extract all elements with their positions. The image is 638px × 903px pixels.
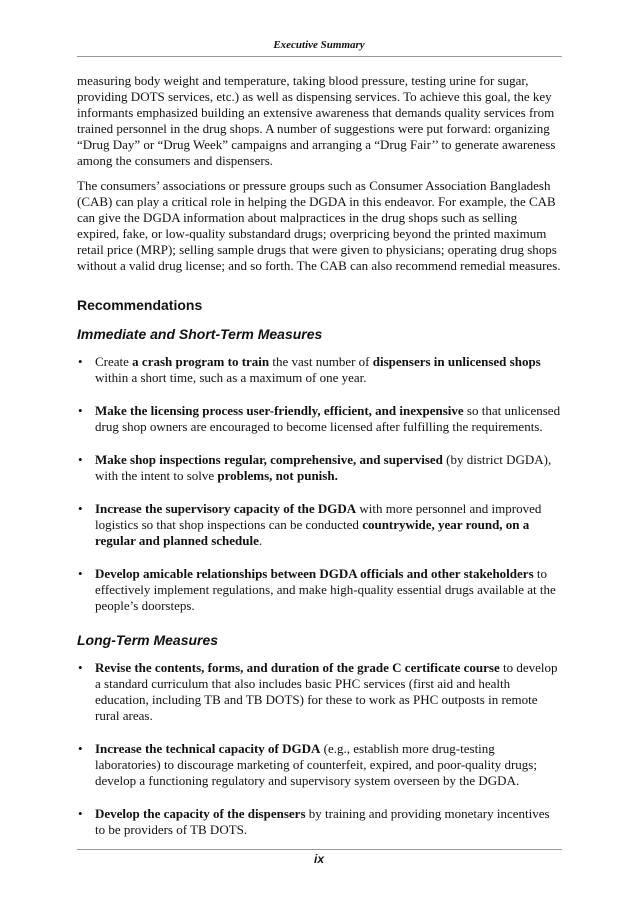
bold-run: Revise the contents, forms, and duration of the grade C certificate course (95, 660, 500, 675)
text-run: within a short time, such as a maximum of one year. (95, 370, 367, 385)
bullet-icon: • (78, 354, 83, 369)
text-run: by training and providing monetary incentives to be providers of TB DOTS. (95, 806, 550, 837)
header-rule (77, 56, 562, 57)
list-item (77, 806, 562, 838)
text-run: so that unlicensed drug shop owners are encouraged to become licensed after fulfilling the requirements. (95, 403, 561, 434)
list-item-text (95, 741, 537, 788)
bullet-icon: • (78, 452, 83, 467)
bullet-icon: • (78, 806, 83, 821)
list-item-text (95, 403, 560, 434)
bold-run: countrywide, year round, on a regular and planned schedule (95, 517, 530, 548)
list-item-text (95, 501, 541, 548)
text-run: Create (95, 354, 133, 369)
text-run: to effectively implement regulations, and make high-quality essential drugs available at the people’s doorsteps. (95, 566, 556, 613)
bold-run: Make shop inspections regular, comprehensive, and supervised (95, 452, 443, 467)
text-run: with more personnel and improved logistics so that shop inspections can be conducted (95, 501, 542, 532)
bold-run: dispensers in unlicensed shops (372, 354, 541, 369)
list-item (77, 501, 562, 549)
text-run: . (258, 533, 263, 548)
list-item-text (95, 806, 550, 837)
running-header: Executive Summary (273, 39, 365, 51)
footer-rule (77, 849, 562, 850)
bullet-icon: • (78, 660, 83, 675)
long-term-heading: Long-Term Measures (77, 632, 219, 648)
list-item (77, 660, 562, 724)
bold-run: Develop the capacity of the dispensers (95, 806, 306, 821)
short-term-heading: Immediate and Short-Term Measures (77, 326, 323, 342)
list-item-text (95, 354, 541, 385)
bold-run: Make the licensing process user-friendly, efficient, and inexpensive (95, 403, 464, 418)
short-term-list (77, 354, 562, 614)
text-run: the vast number of (269, 354, 373, 369)
list-item (77, 566, 562, 614)
bold-run: Develop amicable relationships between DGDA officials and other stakeholders (95, 566, 534, 581)
list-item (77, 354, 562, 386)
bold-run: Increase the technical capacity of DGDA (95, 741, 321, 756)
text-run: to develop a standard curriculum that also includes basic PHC services (first aid and health education, including TB and TB DOTS) for these to work as PHC outposts in remote rural areas. (95, 660, 558, 723)
page-body (77, 73, 562, 855)
list-item-text (95, 660, 558, 723)
bold-run: Increase the supervisory capacity of the DGDA (95, 501, 357, 516)
intro-paragraph-1: measuring body weight and temperature, taking blood pressure, testing urine for sugar, providing DOTS services, etc.) as well as dispensing services. To achieve this goal, the key informants emphasized building an extensive awareness that demands quality services from trained personnel in the drug shops. A number of suggestions were put forward: organizing “Drug Day” or “Drug Week” campaigns and arranging a “Drug Fair’’ to generate awareness among the consumers and dispensers. (77, 73, 556, 168)
list-item (77, 741, 562, 789)
page-number: ix (313, 852, 324, 866)
bullet-icon: • (78, 566, 83, 581)
list-item-text (95, 452, 551, 483)
text-run: (by district DGDA), with the intent to solve (95, 452, 552, 483)
recommendations-heading: Recommendations (77, 297, 203, 313)
bullet-icon: • (78, 741, 83, 756)
bold-run: problems, not punish. (217, 468, 338, 483)
list-item-text (95, 566, 556, 613)
text-run: (e.g., establish more drug-testing laboratories) to discourage marketing of counterfeit, expired, and poor-quality drugs; develop a functioning regulatory and supervisory system overseen by the DGDA. (95, 741, 537, 788)
list-item (77, 403, 562, 435)
list-item (77, 452, 562, 484)
intro-paragraph-2: The consumers’ associations or pressure groups such as Consumer Association Bangladesh (CAB) can play a critical role in helping the DGDA in this endeavor. For example, the CAB can give the DGDA information about malpractices in the drug shops such as selling expired, fake, or low-quality substandard drugs; overpricing beyond the printed maximum retail price (MRP); selling sample drugs that were given to physicians; operating drug shops without a valid drug license; and so forth. The CAB can also recommend remedial measures. (77, 178, 561, 273)
bullet-icon: • (78, 403, 83, 418)
bold-run: a crash program to train (132, 354, 270, 369)
long-term-list (77, 660, 562, 838)
bullet-icon: • (78, 501, 83, 516)
